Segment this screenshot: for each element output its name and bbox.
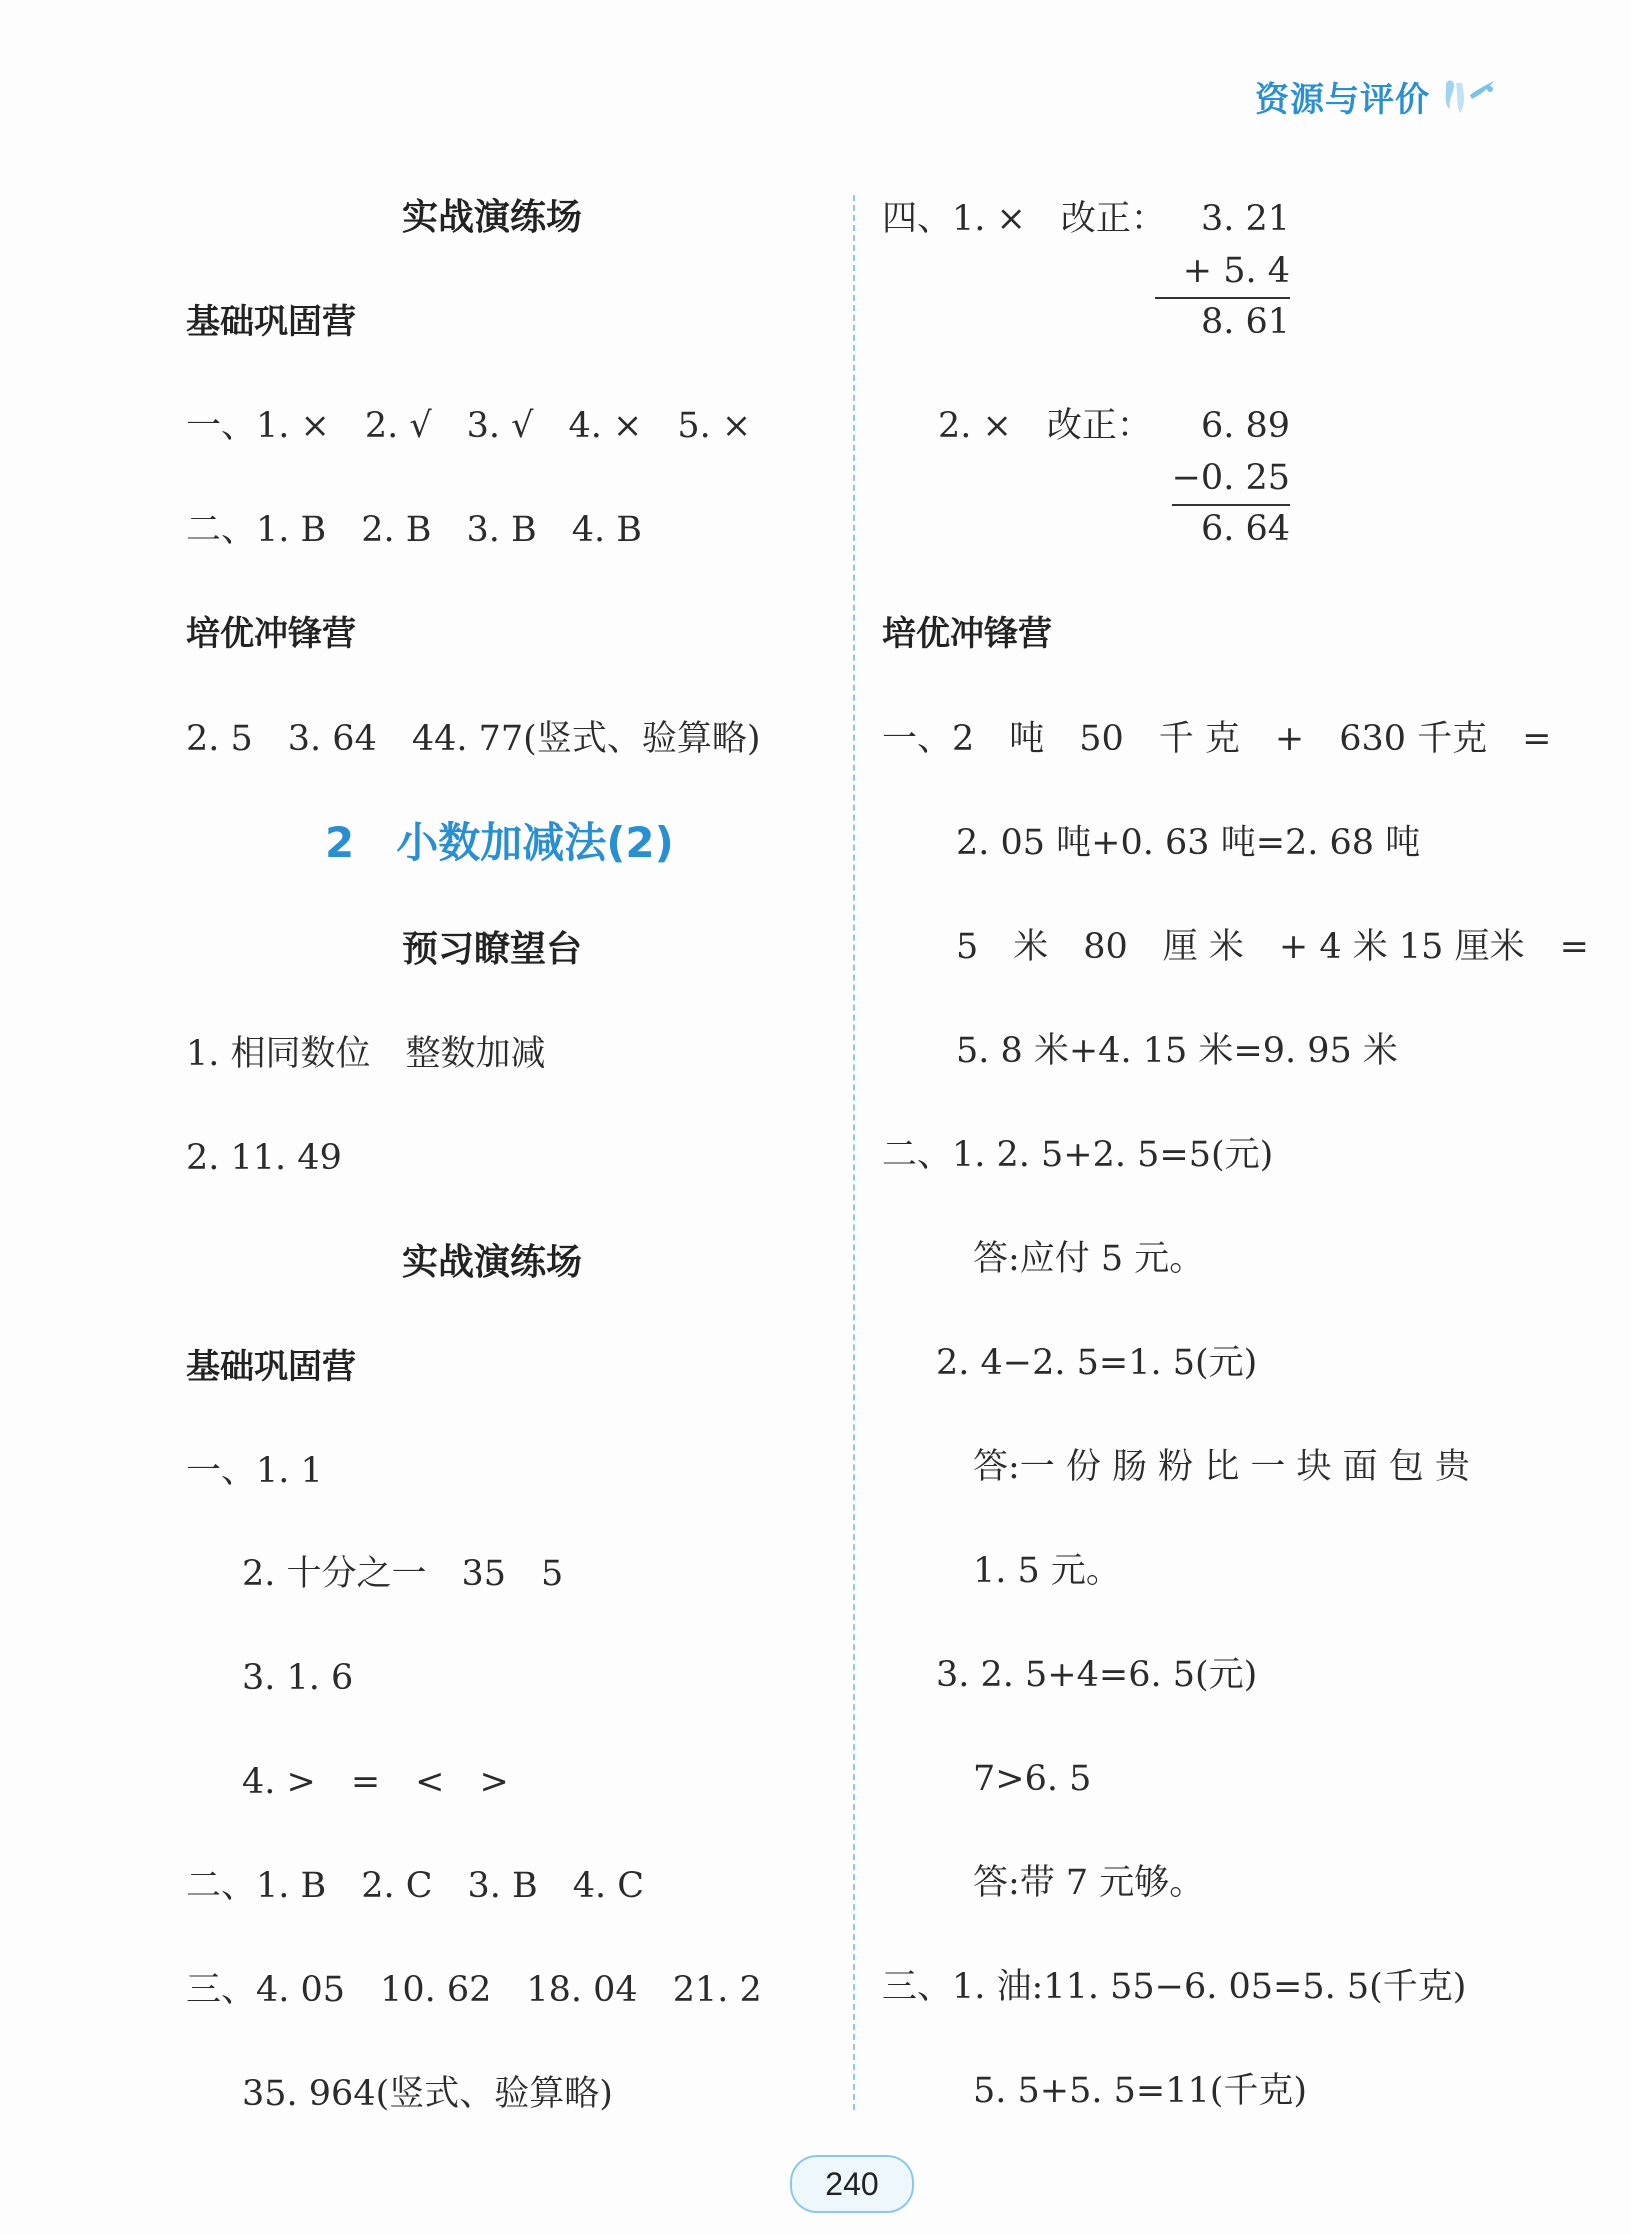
section-title: 预习瞭望台	[402, 929, 583, 970]
answer-line: 1. 5 元。	[973, 1551, 1121, 1591]
vertical-calculation	[1150, 200, 1290, 345]
answer-line: 二、1. B 2. C 3. B 4. C	[186, 1866, 645, 1906]
answer-line: 35. 964(竖式、验算略)	[242, 2074, 613, 2114]
water-splash-icon	[1440, 75, 1496, 119]
answer-line: 2. 5 3. 64 44. 77(竖式、验算略)	[186, 719, 761, 759]
answer-line: 7>6. 5	[973, 1759, 1092, 1799]
answer-line: 一、1. × 2. √ 3. √ 4. × 5. ×	[186, 406, 752, 446]
answer-line: 2. 11. 49	[186, 1138, 342, 1178]
subsection-title: 基础巩固营	[186, 1347, 356, 1387]
answer-line: 4. > = < >	[242, 1762, 509, 1802]
answer-line: 一、2 吨 50 千 克 + 630 千克 =	[882, 719, 1552, 759]
subsection-title: 基础巩固营	[186, 302, 356, 342]
answer-line: 3. 1. 6	[242, 1658, 354, 1698]
answer-line: 2. 十分之一 35 5	[242, 1554, 564, 1594]
answer-line: 三、4. 05 10. 62 18. 04 21. 2	[186, 1970, 762, 2010]
calc-operand: −0. 25	[1171, 458, 1290, 498]
answer-line: 3. 2. 5+4=6. 5(元)	[936, 1655, 1258, 1695]
subsection-title: 培优冲锋营	[882, 614, 1052, 654]
calc-rule	[1155, 297, 1290, 299]
subsection-title: 培优冲锋营	[186, 614, 356, 654]
section-title: 实战演练场	[402, 197, 583, 238]
answer-line: 答:一 份 肠 粉 比 一 块 面 包 贵	[973, 1447, 1470, 1487]
calc-operand: 6. 89	[1200, 406, 1290, 446]
section-title: 实战演练场	[402, 1242, 583, 1283]
answer-line: 2. × 改正：	[938, 406, 1152, 446]
answer-line: 三、1. 油:11. 55−6. 05=5. 5(千克)	[882, 1967, 1467, 2007]
answer-line: 1. 相同数位 整数加减	[186, 1034, 546, 1074]
answer-line: 四、1. × 改正：	[882, 199, 1166, 239]
answer-line: 2. 4−2. 5=1. 5(元)	[936, 1343, 1258, 1383]
answer-line: 一、1. 1	[186, 1451, 323, 1491]
header-title: 资源与评价	[1255, 80, 1430, 120]
answer-line: 二、1. 2. 5+2. 5=5(元)	[882, 1135, 1274, 1175]
page-number: 240	[790, 2155, 914, 2213]
vertical-calculation	[1150, 407, 1290, 552]
calc-result: 6. 64	[1200, 509, 1290, 549]
answer-line: 2. 05 吨+0. 63 吨=2. 68 吨	[956, 823, 1421, 863]
header	[1255, 72, 1496, 121]
answer-line: 答:带 7 元够。	[973, 1863, 1205, 1903]
answer-line: 5. 8 米+4. 15 米=9. 95 米	[956, 1031, 1398, 1071]
chapter-title: 2 小数加减法(2)	[325, 818, 674, 867]
calc-result: 8. 61	[1200, 302, 1290, 342]
calc-rule	[1172, 504, 1290, 506]
column-divider	[853, 195, 855, 2110]
answer-line: 二、1. B 2. B 3. B 4. B	[186, 510, 642, 550]
answer-line: 5 米 80 厘 米 + 4 米 15 厘米 =	[956, 927, 1589, 967]
answer-line: 5. 5+5. 5=11(千克)	[973, 2071, 1308, 2111]
calc-operand: + 5. 4	[1182, 251, 1290, 291]
answer-line: 答:应付 5 元。	[973, 1239, 1205, 1279]
calc-operand: 3. 21	[1200, 199, 1290, 239]
